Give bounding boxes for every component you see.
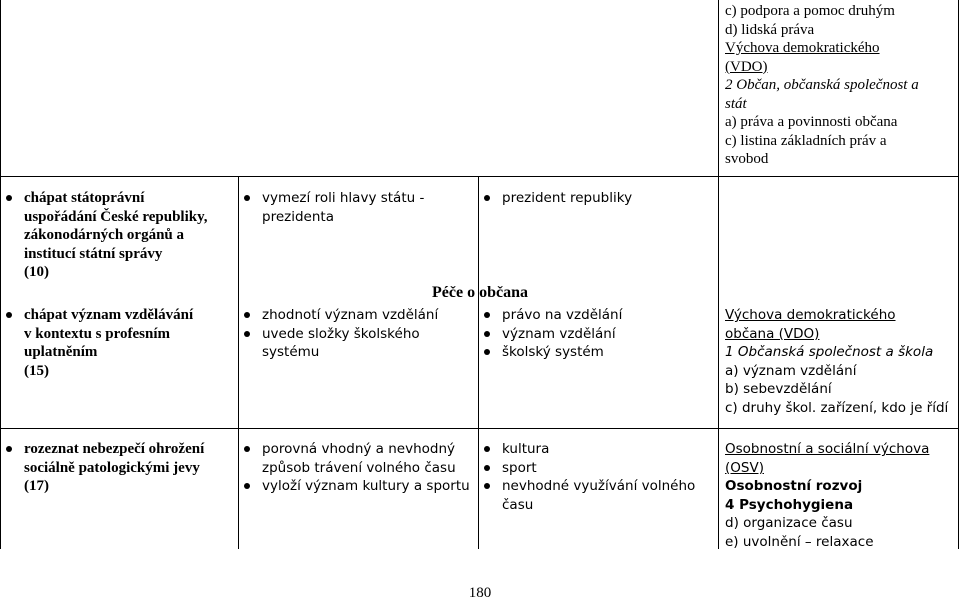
text-line: zákonodárných orgánů a [24, 227, 185, 243]
text-line: prezident republiky [502, 190, 633, 206]
list-item [242, 325, 476, 362]
text-line: Výchova demokratického [725, 40, 880, 56]
text-line: d) organizace času [725, 515, 853, 531]
list-item [242, 189, 476, 226]
text-line: kultura [502, 441, 550, 457]
text-line: Osobnostní a sociální výchova [725, 441, 930, 457]
list-item [242, 306, 476, 325]
text-line: vyloží význam kultury a sportu [262, 478, 470, 494]
text-line: a) práva a povinnosti občana [725, 114, 898, 130]
text-line: význam vzdělání [502, 325, 616, 342]
grid-hline-1 [0, 176, 959, 177]
text-line: b) sebevzdělání [725, 381, 832, 397]
text-line: nevhodné využívání volného [502, 478, 696, 494]
list-item [482, 440, 716, 459]
list-item [4, 440, 236, 496]
text-line: Osobnostní rozvoj [725, 478, 863, 494]
grid-vline-4 [718, 0, 719, 549]
topics-cell-leisure [482, 440, 716, 514]
text-line: d) lidská práva [725, 21, 815, 38]
text-line: stát [725, 95, 747, 112]
text-line: školský systém [502, 344, 604, 360]
text-line: chápat státoprávní [24, 190, 145, 206]
outcome-number: (17) [24, 478, 49, 494]
outcome-number: (10) [24, 264, 49, 280]
text-line: času [502, 496, 534, 513]
text-line: způsob trávení volného času [262, 459, 456, 476]
text-line: svobod [725, 151, 769, 167]
list-item [482, 306, 716, 325]
text-line: právo na vzdělání [502, 307, 623, 323]
text-line: uvede složky školského [262, 325, 420, 342]
grid-vline-2 [238, 176, 239, 549]
text-line: systému [262, 344, 320, 360]
text-line: sport [502, 459, 537, 476]
text-line: institucí státní správy [24, 245, 163, 262]
curriculum-cell-education [242, 306, 476, 362]
list-item [482, 325, 716, 344]
outcome-number: (15) [24, 362, 49, 379]
text-line: uplatněním [24, 344, 98, 360]
topics-cell-education [482, 306, 716, 362]
outcomes-cell-education [4, 306, 236, 380]
grid-vline-5 [958, 0, 959, 549]
cross-cell-leisure [725, 440, 957, 551]
text-line: Výchova demokratického [725, 307, 896, 323]
page-number: 180 [468, 585, 492, 601]
text-line: c) druhy škol. zařízení, kdo je řídí [725, 399, 949, 416]
list-item [242, 477, 476, 496]
text-line: porovná vhodný a nevhodný [262, 441, 456, 457]
cross-cell-education [725, 306, 957, 417]
text-line: 4 Psychohygiena [725, 496, 854, 513]
text-line: (VDO) [725, 58, 768, 75]
text-line: v kontextu s profesním [24, 325, 170, 342]
grid-vline-3 [478, 176, 479, 549]
curriculum-cell-state [242, 189, 476, 226]
grid-vline-1 [0, 0, 1, 549]
text-line: občana (VDO) [725, 325, 820, 342]
text-line: zhodnotí význam vzdělání [262, 307, 439, 323]
text-line: rozeznat nebezpečí ohrožení [24, 441, 205, 457]
text-line: (OSV) [725, 459, 764, 476]
section-heading: Péče o občana [432, 284, 528, 301]
text-line: vymezí roli hlavy státu - [262, 190, 425, 206]
list-item [482, 459, 716, 478]
list-item [482, 477, 716, 514]
text-line: uspořádání České republiky, [24, 208, 208, 225]
text-line: a) význam vzdělání [725, 362, 857, 379]
list-item [4, 306, 236, 380]
top-right-cell [725, 2, 955, 169]
text-line: chápat význam vzdělávání [24, 307, 194, 323]
list-item [482, 189, 716, 208]
text-line: 2 Občan, občanská společnost a [725, 77, 919, 93]
text-line: sociálně patologickými jevy [24, 459, 200, 476]
curriculum-cell-leisure [242, 440, 476, 496]
text-line: c) podpora a pomoc druhým [725, 3, 895, 19]
text-line: prezidenta [262, 208, 334, 225]
list-item [482, 343, 716, 362]
list-item [4, 189, 236, 282]
text-line: 1 Občanská společnost a škola [725, 344, 934, 360]
outcomes-cell-leisure [4, 440, 236, 496]
text-line: e) uvolnění – relaxace [725, 533, 874, 550]
grid-hline-2 [0, 428, 959, 429]
list-item [242, 440, 476, 477]
outcomes-cell-state [4, 189, 236, 282]
topics-cell-state [482, 189, 716, 208]
text-line: c) listina základních práv a [725, 132, 887, 149]
